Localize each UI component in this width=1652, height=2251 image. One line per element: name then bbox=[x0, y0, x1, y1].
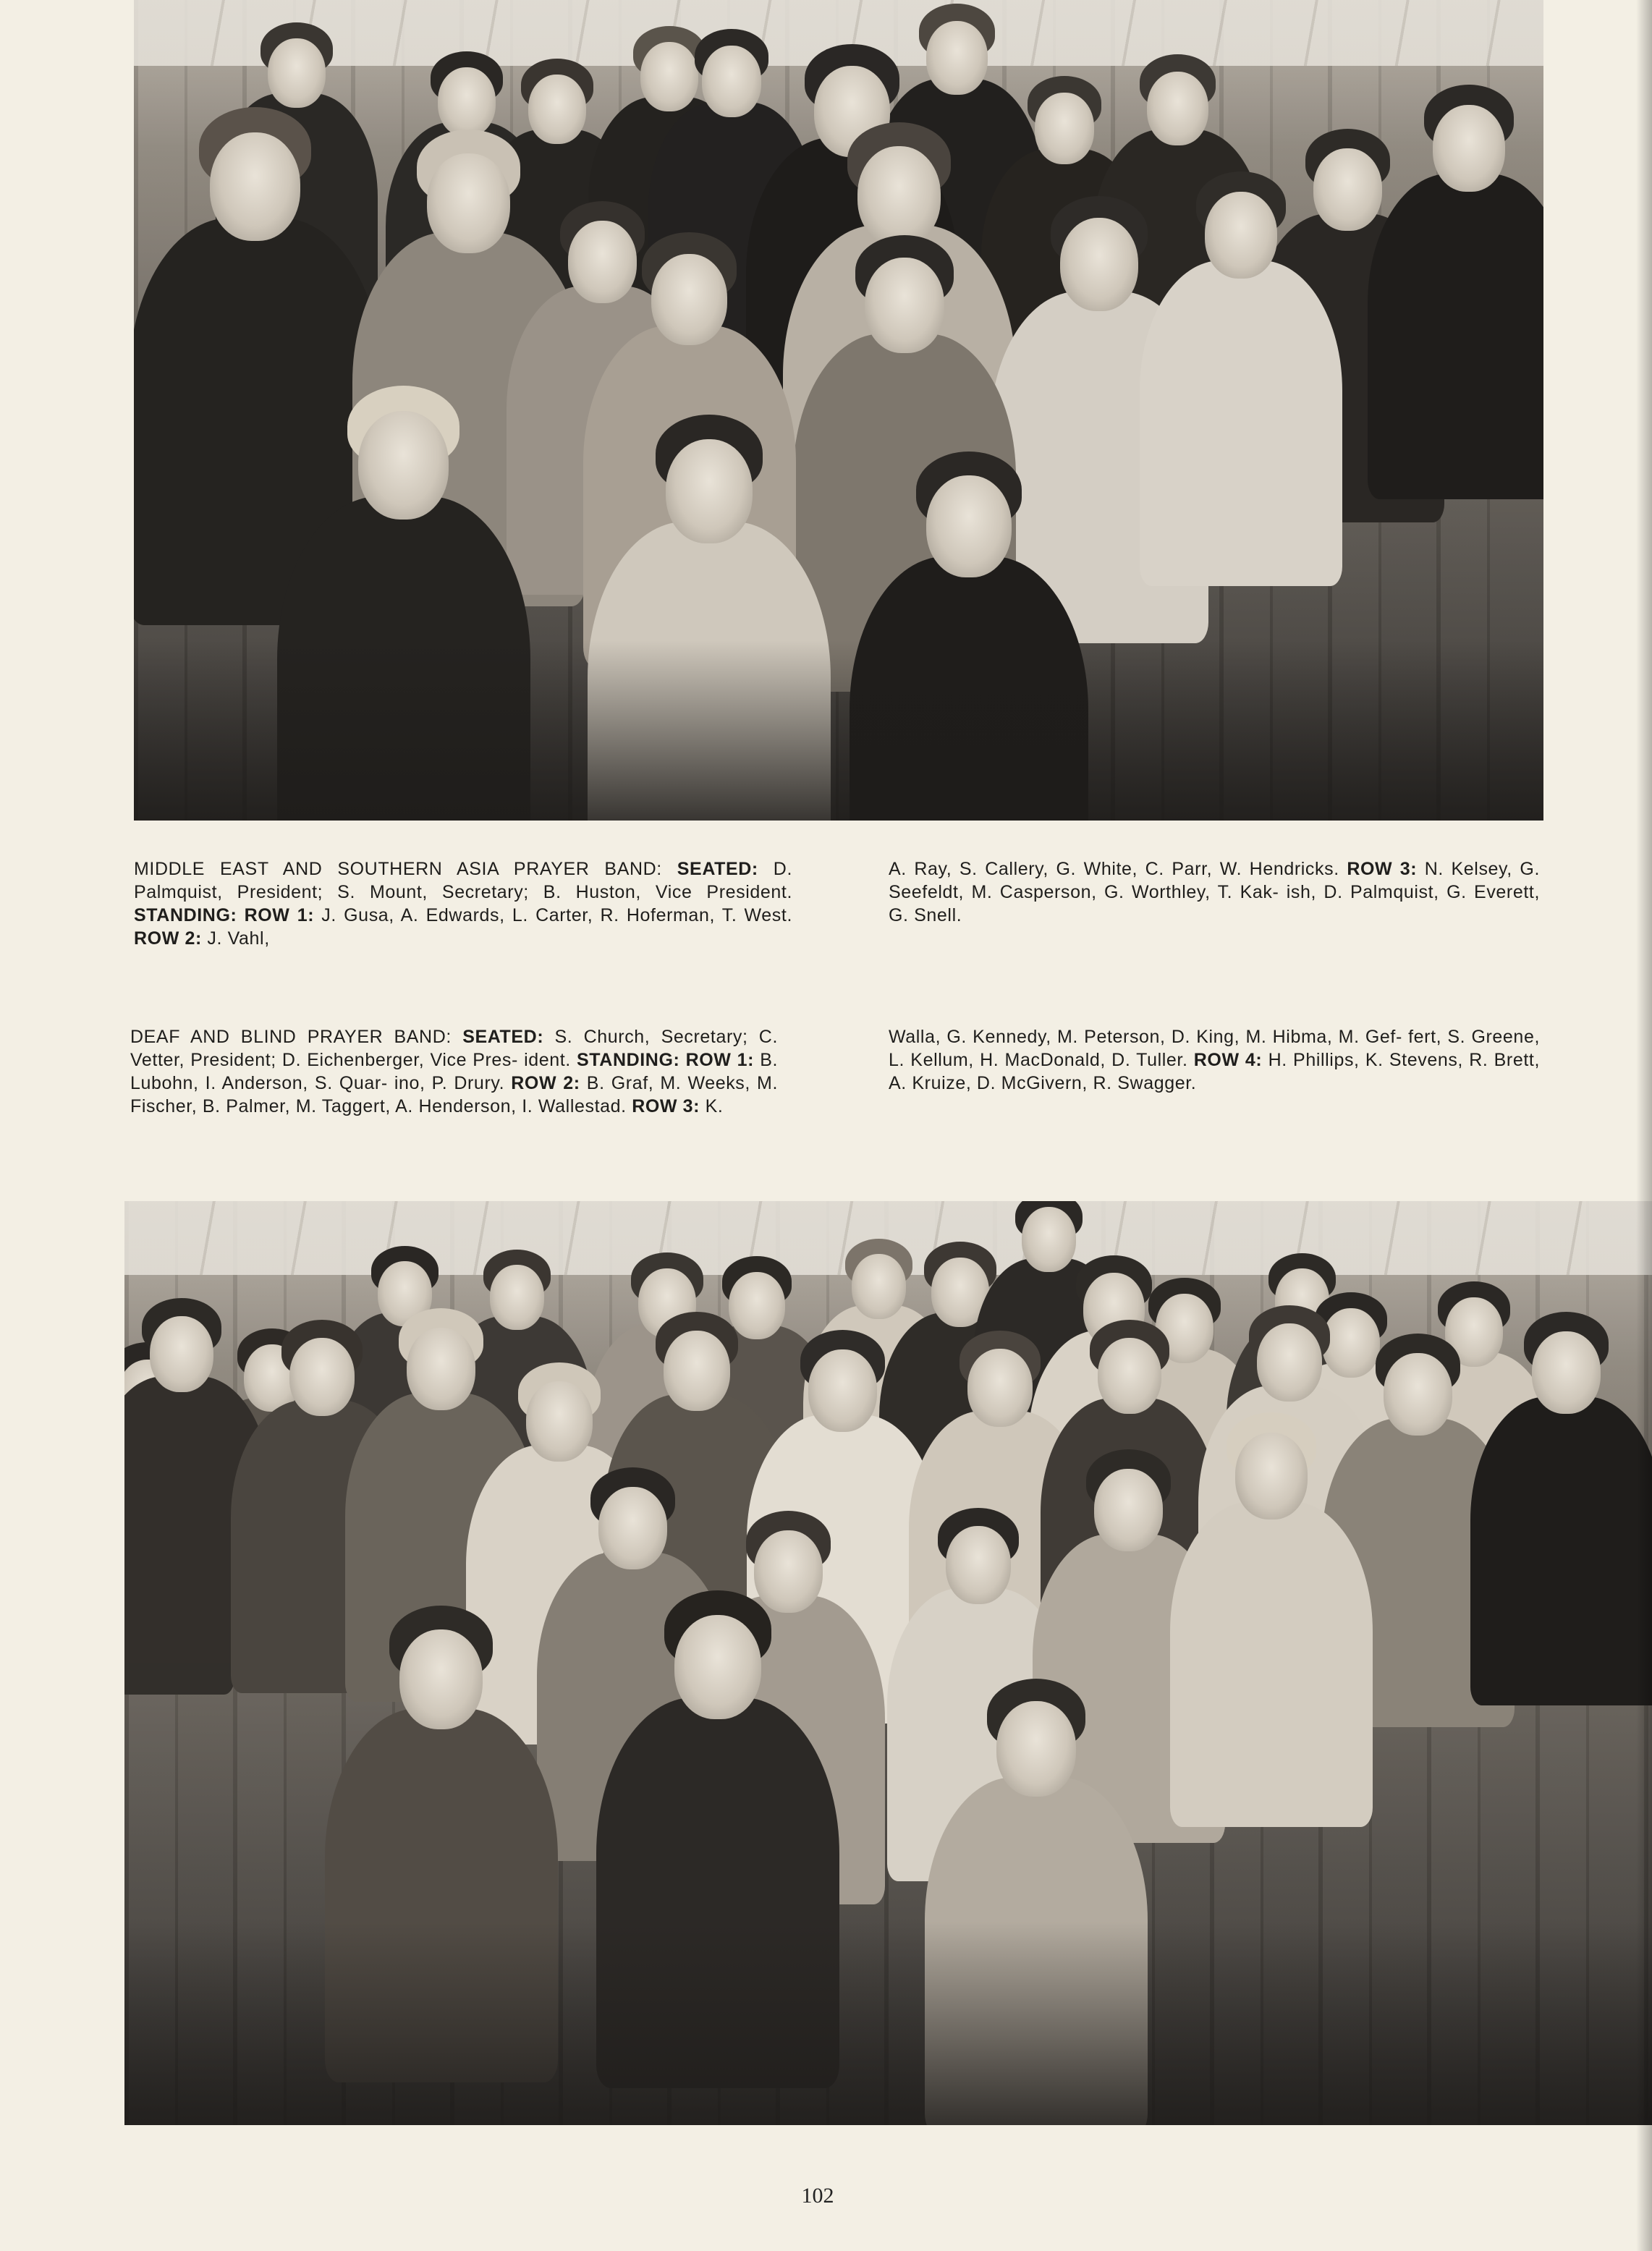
caption-text: K. bbox=[700, 1096, 724, 1116]
photo-shadow bbox=[134, 640, 1543, 821]
caption-text: B. Lubohn, I. Anderson, S. Quar- ino, P. Drury. bbox=[130, 1050, 779, 1093]
caption-heading: ROW 2: bbox=[134, 928, 202, 949]
caption-heading: ROW 4: bbox=[1193, 1050, 1263, 1070]
caption-text: Walla, G. Kennedy, M. Peterson, D. King, M. Hibma, M. Gef- fert, S. Greene, L. Kellum, H. MacDonald, D. Tuller. bbox=[889, 1027, 1540, 1070]
caption-heading: ROW 3: bbox=[632, 1096, 700, 1116]
caption-bottom-col1 bbox=[130, 1025, 778, 1118]
caption-top-col2 bbox=[889, 857, 1540, 927]
caption-heading: SEATED: bbox=[462, 1027, 544, 1047]
caption-text: B. Graf, M. Weeks, M. Fischer, B. Palmer, M. Taggert, A. Henderson, I. Wallestad. bbox=[130, 1073, 779, 1116]
caption-text: MIDDLE EAST AND SOUTHERN ASIA PRAYER BAND: bbox=[134, 859, 677, 879]
caption-heading: ROW 2: bbox=[511, 1073, 580, 1093]
caption-heading: SEATED: bbox=[677, 859, 758, 879]
caption-text: J. Vahl, bbox=[201, 928, 270, 949]
caption-text: S. Church, Secretary; C. Vetter, President; D. Eichenberger, Vice Pres- ident. bbox=[130, 1027, 778, 1070]
caption-text: D. Palmquist, President; S. Mount, Secretary; B. Huston, Vice President. bbox=[134, 859, 792, 902]
caption-bottom-col2 bbox=[889, 1025, 1540, 1095]
caption-text: DEAF AND BLIND PRAYER BAND: bbox=[130, 1027, 463, 1047]
caption-text: J. Gusa, A. Edwards, L. Carter, R. Hoferman, T. West. bbox=[314, 905, 792, 925]
page-number: 102 bbox=[801, 2184, 834, 2208]
caption-heading: STANDING: ROW 1: bbox=[134, 905, 315, 925]
caption-text: N. Kelsey, G. Seefeldt, M. Casperson, G. Worthley, T. Kak- ish, D. Palmquist, G. Everett, G. Snell. bbox=[889, 859, 1540, 925]
caption-top-col1 bbox=[134, 857, 792, 950]
caption-text: H. Phillips, K. Stevens, R. Brett, A. Kruize, D. McGivern, R. Swagger. bbox=[889, 1050, 1541, 1093]
page-binding-shadow bbox=[1636, 0, 1652, 2251]
caption-heading: ROW 3: bbox=[1347, 859, 1418, 879]
photo-shadow bbox=[124, 1922, 1652, 2125]
caption-heading: STANDING: ROW 1: bbox=[577, 1050, 755, 1070]
photo-middle-east-prayer-band bbox=[134, 0, 1543, 821]
caption-text: A. Ray, S. Callery, G. White, C. Parr, W. Hendricks. bbox=[889, 859, 1347, 879]
photo-deaf-blind-prayer-band bbox=[124, 1201, 1652, 2125]
